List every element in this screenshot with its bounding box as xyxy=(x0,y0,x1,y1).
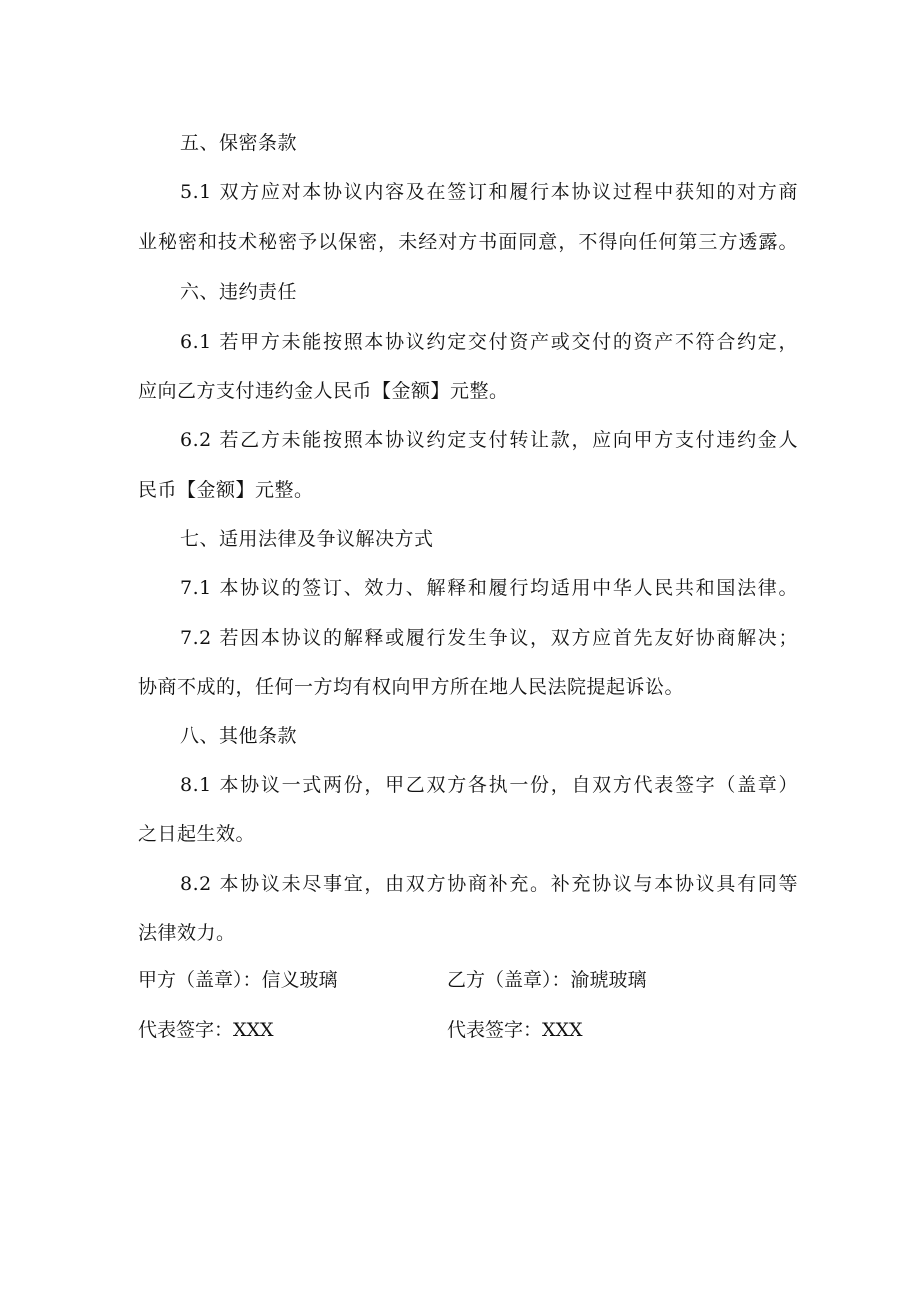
party-b-seal: 乙方（盖章）：渝琥玻璃 xyxy=(447,969,647,991)
clause-8-1-line-1: 8.1 本协议一式两份，甲乙双方各执一份，自双方代表签字（盖章） xyxy=(180,774,798,796)
clause-7-2-line-2: 协商不成的，任何一方均有权向甲方所在地人民法院提起诉讼。 xyxy=(138,676,685,698)
clause-7-1-line-1: 7.1 本协议的签订、效力、解释和履行均适用中华人民共和国法律。 xyxy=(180,577,798,599)
clause-5-1-line-2: 业秘密和技术秘密予以保密，未经对方书面同意，不得向任何第三方透露。 xyxy=(138,231,798,253)
section-7-heading: 七、适用法律及争议解决方式 xyxy=(180,528,434,550)
clause-6-2-line-1: 6.2 若乙方未能按照本协议约定支付转让款，应向甲方支付违约金人 xyxy=(180,429,798,451)
section-6-heading: 六、违约责任 xyxy=(180,281,298,303)
clause-5-1-line-1: 5.1 双方应对本协议内容及在签订和履行本协议过程中获知的对方商 xyxy=(180,181,798,203)
party-a-seal: 甲方（盖章）：信义玻璃 xyxy=(138,969,338,991)
section-8-heading: 八、其他条款 xyxy=(180,725,298,747)
clause-6-1-line-2: 应向乙方支付违约金人民币【金额】元整。 xyxy=(138,380,509,402)
clause-7-2-line-1: 7.2 若因本协议的解释或履行发生争议，双方应首先友好协商解决； xyxy=(180,627,798,649)
party-a-representative: 代表签字：XXX xyxy=(138,1019,274,1041)
clause-6-1-line-1: 6.1 若甲方未能按照本协议约定交付资产或交付的资产不符合约定， xyxy=(180,331,798,353)
party-b-representative: 代表签字：XXX xyxy=(447,1019,583,1041)
clause-6-2-line-2: 民币【金额】元整。 xyxy=(138,479,314,501)
clause-8-1-line-2: 之日起生效。 xyxy=(138,823,256,845)
section-5-heading: 五、保密条款 xyxy=(180,132,298,154)
clause-8-2-line-1: 8.2 本协议未尽事宜，由双方协商补充。补充协议与本协议具有同等 xyxy=(180,873,798,895)
clause-8-2-line-2: 法律效力。 xyxy=(138,922,236,944)
